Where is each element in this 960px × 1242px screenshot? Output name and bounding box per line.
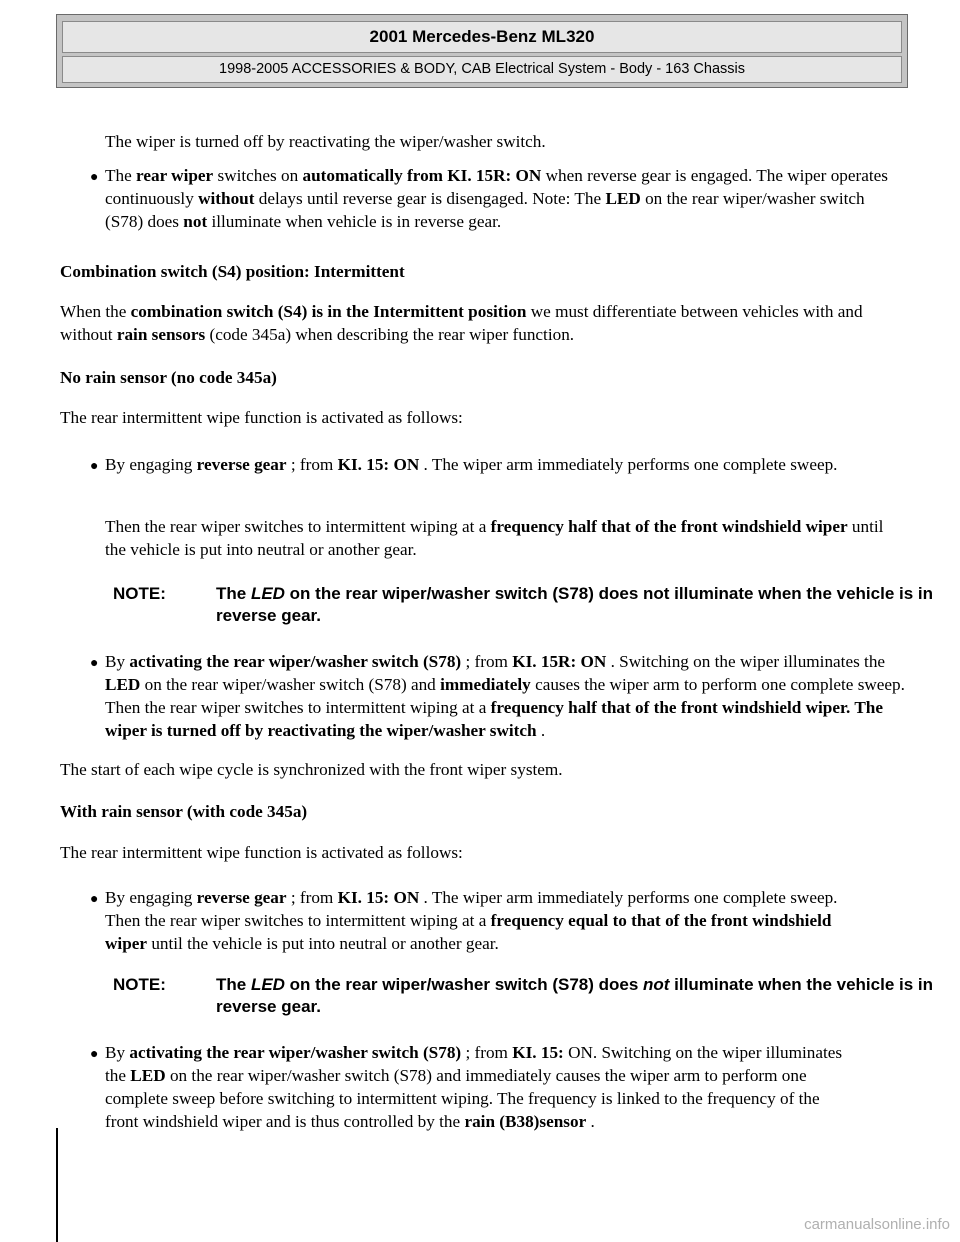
bullet-reverse-gear-2: By engaging reverse gear ; from KI. 15: ON . The wiper arm immediately performs one complete sweep. Then the rear wiper switches to intermittent wiping at a frequency equal to that of the front windshield wiper until the vehicle is put into neutral or another gear. <box>105 888 838 953</box>
watermark: carmanualsonline.info <box>804 1216 950 1233</box>
bullet-activating-switch-2: By activating the rear wiper/washer switch (S78) ; from KI. 15: ON. Switching on the wiper illuminates the LED on the rear wiper/washer switch (S78) and immediately causes the wiper arm to perform one complete sweep before switching to intermittent wiping. The frequency is linked to the frequency of the front windshield wiper and is thus controlled by the rain (B38)sensor . <box>105 1043 843 1131</box>
note-label: NOTE: <box>113 975 166 994</box>
heading-intermittent: Combination switch (S4) position: Intermittent <box>60 262 405 281</box>
bullet-dot: ● <box>90 459 99 474</box>
page-left-border <box>56 1128 58 1242</box>
header-title: 2001 Mercedes-Benz ML320 <box>62 21 902 53</box>
header-subtitle: 1998-2005 ACCESSORIES & BODY, CAB Electrical System - Body - 163 Chassis <box>62 56 902 83</box>
bullet-rear-wiper-auto: The rear wiper switches on automatically from KI. 15R: ON when reverse gear is engaged. The wiper operates continuously without delays until reverse gear is disengaged. Note: The LED on the rear wiper/washer switch (S78) does not illuminate when vehicle is in reverse gear. <box>105 166 888 231</box>
note-led-not-reverse: The LED on the rear wiper/washer switch (S78) does not illuminate when the vehicle is in reverse gear. <box>216 975 934 1016</box>
paragraph-activation-2: The rear intermittent wipe function is activated as follows: <box>60 843 463 862</box>
paragraph-wiper-off: The wiper is turned off by reactivating the wiper/washer switch. <box>105 132 546 151</box>
paragraph-synchronized: The start of each wipe cycle is synchronized with the front wiper system. <box>60 760 563 779</box>
bullet-reverse-gear-1: By engaging reverse gear ; from KI. 15: ON . The wiper arm immediately performs one complete sweep. <box>105 455 838 474</box>
note-led-reverse: The LED on the rear wiper/washer switch (S78) does not illuminate when the vehicle is in reverse gear. <box>216 584 934 625</box>
heading-with-rain-sensor: With rain sensor (with code 345a) <box>60 802 308 821</box>
bullet-activating-switch-1: By activating the rear wiper/washer switch (S78) ; from KI. 15R: ON . Switching on the wiper illuminates the LED on the rear wiper/washer switch (S78) and immediately causes the wiper arm to perform one complete sweep. Then the rear wiper switches to intermittent wiping at a frequency half that of the front windshield wiper. The wiper is turned off by reactivating the wiper/washer switch . <box>105 652 905 740</box>
paragraph-combination-switch: When the combination switch (S4) is in the Intermittent position we must differentiate between vehicles with and without rain sensors (code 345a) when describing the rear wiper function. <box>60 302 863 344</box>
page-header <box>56 14 908 88</box>
bullet-dot: ● <box>90 656 99 671</box>
note-label: NOTE: <box>113 584 166 603</box>
paragraph-activation-1: The rear intermittent wipe function is activated as follows: <box>60 408 463 427</box>
bullet-dot: ● <box>90 170 99 185</box>
paragraph-half-frequency: Then the rear wiper switches to intermittent wiping at a frequency half that of the front windshield wiper until the vehicle is put into neutral or another gear. <box>105 517 884 559</box>
bullet-dot: ● <box>90 1047 99 1062</box>
bullet-dot: ● <box>90 892 99 907</box>
heading-no-rain-sensor: No rain sensor (no code 345a) <box>60 368 277 387</box>
